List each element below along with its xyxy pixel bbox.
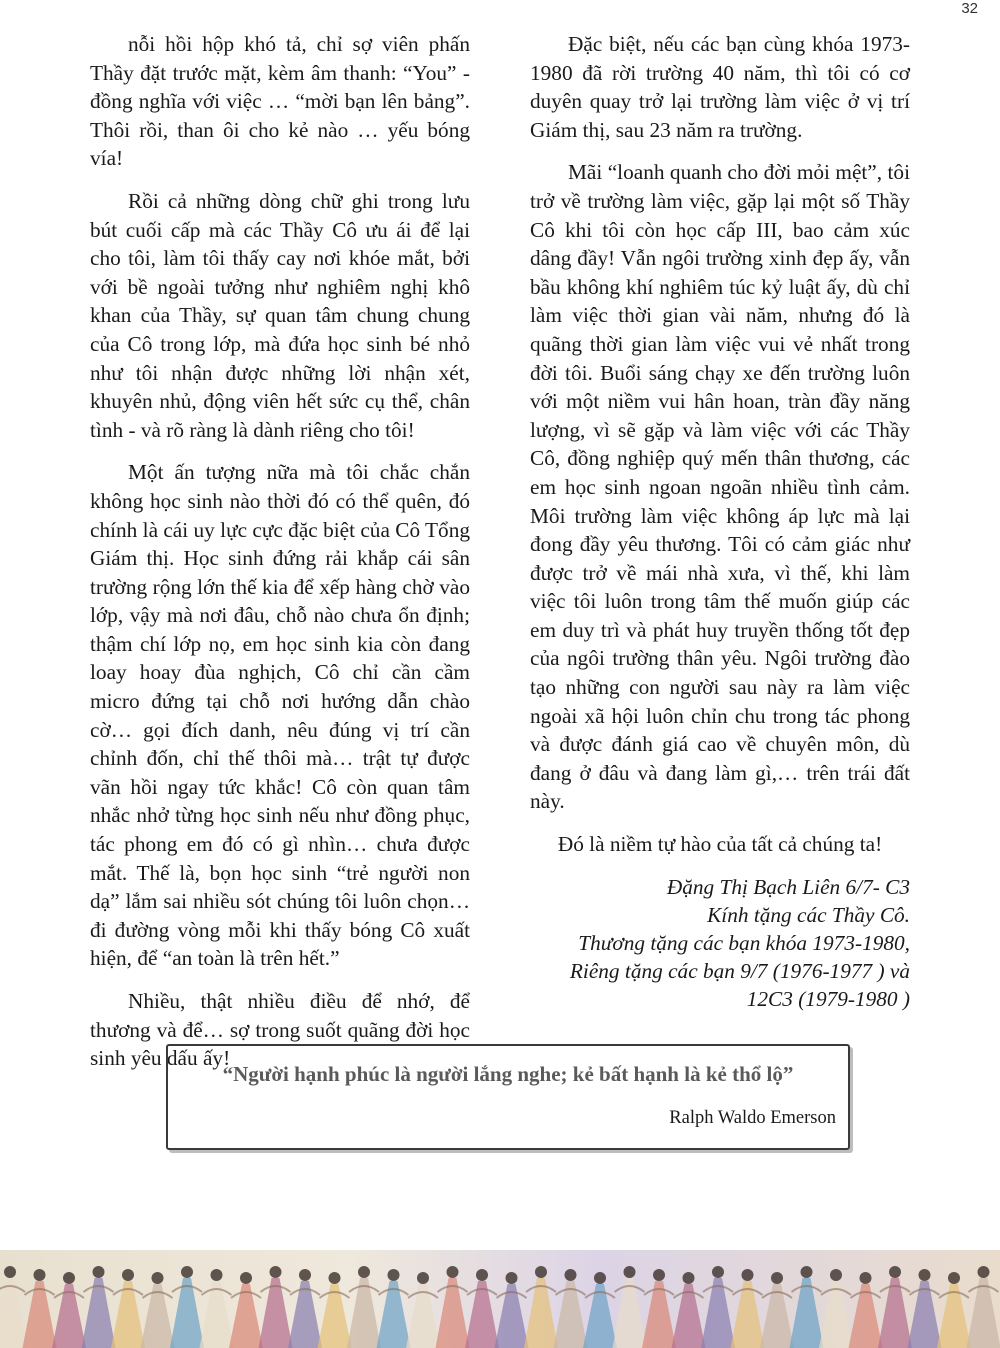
dancing-figures-illustration [0, 1250, 1000, 1348]
left-column [90, 30, 470, 1087]
quote-text: “Người hạnh phúc là người lắng nghe; kẻ bất hạnh là kẻ thổ lộ” [222, 1062, 794, 1086]
paragraph: nỗi hồi hộp khó tả, chỉ sợ viên phấn Thầy đặt trước mặt, kèm âm thanh: “You” - đồng nghĩa với việc … “mời bạn lên bảng”. Thôi rồi, than ôi cho kẻ nào … yếu bóng vía! [90, 32, 470, 171]
paragraph: Rồi cả những dòng chữ ghi trong lưu bút cuối cấp mà các Thầy Cô ưu ái để lại cho tôi, làm tôi thấy cay nơi khóe mắt, bởi với bề ngoài tưởng như nghiêm nghị khô khan của Thầy, sự quan tâm chung chung của Cô trong lớp, mà đứa học sinh bé nhỏ như tôi nhận được những lời nhận xét, khuyên nhủ, động viên hết sức cụ thể, chân tình - và rõ ràng là dành riêng cho tôi! [90, 188, 470, 442]
signature-line: Đặng Thị Bạch Liên 6/7- C3 [666, 874, 910, 899]
paragraph: Đặc biệt, nếu các bạn cùng khóa 1973-1980 đã rời trường 40 năm, thì tôi có cơ duyên quay trở lại trường làm việc ở vị trí Giám thị, sau 23 năm ra trường. [530, 32, 910, 142]
quote-box [166, 1044, 850, 1150]
paragraph: Mãi “loanh quanh cho đời mỏi mệt”, tôi trở về trường làm việc, gặp lại một số Thầy Cô khi tôi còn học cấp III, bao cảm xúc dâng đầy! Vẫn ngôi trường xinh đẹp ấy, vẫn bầu không khí nghiêm túc kỷ luật ấy, dù chỉ làm việc thời gian vài năm, nhưng đó là quãng thời gian làm việc vui vẻ nhất trong đời tôi. Buổi sáng chạy xe đến trường luôn với một niềm vui hân hoan, tràn đầy năng lượng, vì sẽ gặp và làm việc với các Thầy Cô, đồng nghiệp quý mến thân thương, các em học sinh ngoan ngoãn nhiều tình cảm. Môi trường làm việc không áp lực mà lại đong đầy yêu thương. Tôi có cảm giác như được trở về mái nhà xưa, vì thế, khi làm việc tôi luôn trong tâm thế muốn giúp các em duy trì và phát huy truyền thống tốt đẹp của ngôi trường thân yêu. Ngôi trường đào tạo những con người sau này ra làm việc ngoài xã hội luôn chỉn chu trong tác phong và được đánh giá cao về chuyên môn, dù đang ở đâu và đang làm gì,… trên trái đất này. [530, 160, 910, 814]
paragraph: Một ấn tượng nữa mà tôi chắc chắn không học sinh nào thời đó có thể quên, đó chính là cái uy lực cực đặc biệt của Cô Tổng Giám thị. Học sinh đứng rải khắp cái sân trường rộng lớn thế kia để xếp hàng chờ vào lớp, vậy mà nơi đâu, chỗ nào chưa ổn định; thậm chí lớp nọ, em học sinh kia còn đang loay hoay đùa nghịch, Cô chỉ cần cầm micro đứng tại chỗ nơi hướng dẫn chào cờ… gọi đích danh, nêu đúng vị trí cần chỉnh đốn, chỉ thế thôi mà… trật tự được vãn hồi ngay tức khắc! Cô còn quan tâm nhắc nhở từng học sinh nếu như đồng phục, tác phong em đó có gì nhìn… chưa được mắt. Thế là, bọn học sinh “trẻ người non dạ” lắm sai nhiều sót chúng tôi luôn chọn… đi đường vòng mỗi khi thấy bóng Cô xuất hiện, để “an toàn là trên hết.” [90, 460, 470, 971]
signature-line: Kính tặng các Thầy Cô. [707, 902, 910, 927]
quote-author: Ralph Waldo Emerson [669, 1108, 836, 1128]
paragraph: Nhiều, thật nhiều điều để nhớ, để thương và để… sợ trong suốt quãng đời học sinh yêu dấu ấy! [90, 989, 470, 1071]
right-column [530, 30, 910, 1014]
page-number: 32 [961, 0, 978, 17]
signature-line: Riêng tặng các bạn 9/7 (1976-1977 ) và [569, 959, 910, 984]
signature-line: Thương tặng các bạn khóa 1973-1980, [578, 931, 910, 956]
author-signature [530, 873, 910, 1014]
closing-line: Đó là niềm tự hào của tất cả chúng ta! [557, 832, 883, 857]
signature-line: 12C3 (1979-1980 ) [746, 987, 910, 1012]
